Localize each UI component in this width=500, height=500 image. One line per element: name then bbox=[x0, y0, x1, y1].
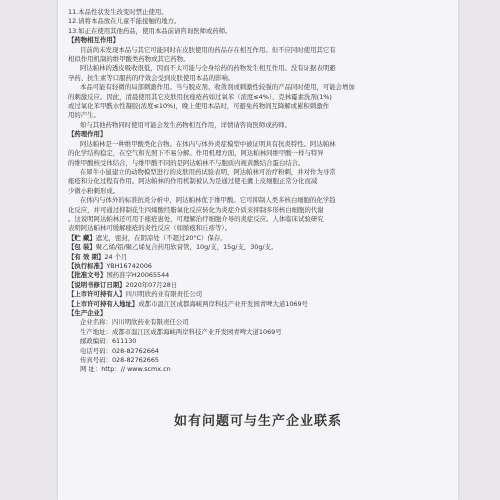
text-line: 相似作用机制的维甲酸类药物或其它药物。 bbox=[68, 55, 190, 64]
info-label: 【有 效 期】 bbox=[68, 252, 105, 261]
text-line: 在体内与体外的标准抗炎分析中，阿达帕林优于维甲酸。它可抑制人类多核白细胞的化学趋 bbox=[80, 196, 336, 205]
info-label: 【包 装】 bbox=[68, 243, 96, 252]
leaflet-page bbox=[58, 0, 458, 500]
manufacturer-label: 电话号码： bbox=[80, 346, 112, 355]
text-line: 表明阿达帕林可缓解痤疮的炎性反应（如脓疱和丘疹等）。 bbox=[68, 224, 231, 233]
manufacturer-row-fax bbox=[68, 356, 448, 365]
info-row-holder bbox=[68, 290, 448, 299]
info-row-approval bbox=[68, 271, 448, 280]
precautions-tail bbox=[68, 8, 448, 36]
manufacturer-label: 网 址： bbox=[80, 365, 102, 374]
info-row-revision-date bbox=[68, 281, 448, 290]
info-label: 【上市许可持有人地址】 bbox=[68, 299, 139, 308]
text-line: 如与其他药物同时使用可能会发生药物相互作用，详情请咨询医师或药师。 bbox=[80, 120, 291, 129]
info-label: 【贮 藏】 bbox=[68, 233, 96, 242]
info-row-holder-address bbox=[68, 300, 448, 309]
info-value: 2020年07月28日 bbox=[125, 280, 178, 289]
info-row-standard bbox=[68, 262, 448, 271]
text-line: 用的产生。 bbox=[68, 111, 100, 120]
manufacturer-row-postcode bbox=[68, 337, 448, 346]
manufacturer-value: 028-82762664 bbox=[111, 346, 159, 355]
info-section bbox=[68, 234, 448, 319]
info-row-package bbox=[68, 243, 448, 252]
text-line: 阿达帕林是一种维甲酸类化合物。在体内与体外炎症模型中被证明具有抗炎特性。阿达帕林 bbox=[80, 139, 336, 148]
interaction-section bbox=[68, 36, 448, 130]
section-heading: 【药理作用】 bbox=[68, 130, 107, 139]
manufacturer-label: 企业名称： bbox=[80, 318, 112, 327]
text-line: 阿达帕林的透皮吸收很低，因而不太可能与全身给药的药物发生相互作用。没有证据表明避 bbox=[80, 64, 336, 73]
text-line: 或过氧化苯甲酰水性凝胶(浓度≤10%)，晚上使用本品时，可避免药物间互降解或累积刺激作 bbox=[68, 102, 329, 111]
manufacturer-row-name bbox=[68, 318, 448, 327]
info-value: 成都市温江区成都海峡两岸科技产业开发园青啤大道1069号 bbox=[138, 299, 308, 308]
info-row-shelf-life bbox=[68, 253, 448, 262]
text-line: 本品可能有轻微的局部刺激作用。当与脱皮剂、收敛剂或刺激性较强的产品同时使用，可能会增加 bbox=[80, 83, 355, 92]
text-line: 在犀牛小鼠建立的动物模型进行的皮肤用药试验表明，阿达帕林可治疗粉刺，并对作为寻常 bbox=[80, 167, 336, 176]
text-line: 痤疮和分化过程有作用。阿达帕林的作用机制被认为是通过使毛囊上皮细胞正常分化而减 bbox=[68, 177, 318, 186]
manufacturer-label: 邮政编码： bbox=[80, 337, 112, 346]
text-line: 11.本品性状发生改变时禁止使用。 bbox=[68, 8, 168, 16]
text-line: 12.请将本品放在儿童不能接触的地方。 bbox=[68, 17, 181, 26]
text-line: 孕药、抗生素等口服药的疗效会受到皮肤使用本品的影响。 bbox=[68, 73, 235, 82]
leaflet-content bbox=[68, 8, 448, 375]
pharmacology-section bbox=[68, 130, 448, 233]
text-line: 13.如正在使用其他药品，使用本品前请咨询医师或药师。 bbox=[68, 26, 232, 35]
manufacturer-value: 611130 bbox=[111, 337, 137, 346]
info-row-storage bbox=[68, 234, 448, 243]
info-label: 【批准文号】 bbox=[68, 271, 107, 280]
contact-footer: 如有问题可与生产企业联系 bbox=[173, 414, 342, 429]
manufacturer-label: 传真号码： bbox=[80, 356, 112, 365]
manufacturer-value: http：// www.scmx.cn bbox=[101, 365, 171, 374]
info-label: 【执行标准】 bbox=[68, 261, 107, 270]
info-value: 四川明欣药业有限责任公司 bbox=[125, 290, 203, 299]
info-label: 【说明书修订日期】 bbox=[68, 280, 126, 289]
manufacturer-row-website bbox=[68, 365, 448, 374]
text-line: 的刺激反应。因此，清晨使用其它皮肤用抗痤疮药如过氧苯（浓度≤4%）、克林霉素洗剂(1%) bbox=[68, 92, 332, 101]
manufacturer-row-phone bbox=[68, 347, 448, 356]
text-line: 目前尚未发现本品与其它可能同时在皮肤使用的药品存在相互作用。但不应同时使用其它有 bbox=[80, 45, 336, 54]
manufacturer-value: 四川明欣药业有限责任公司 bbox=[111, 318, 189, 327]
info-value: 国药准字H20065544 bbox=[106, 271, 170, 280]
manufacturer-value: 成都市温江区成都海峡两岸科技产业开发园青啤大道1069号 bbox=[111, 327, 282, 336]
info-value: 遮光，密封，在阴凉处（不超过20°C）保存。 bbox=[95, 233, 227, 242]
text-line: 。这说明阿达帕林还可用于痤疮患处，可理解治疗细胞介导的炎症反应。人体临床试验研究 bbox=[68, 214, 324, 223]
manufacturer-value: 028-82762665 bbox=[111, 356, 159, 365]
text-line: 的维甲酸核受体结合，与维甲酸不同的是阿达帕林不与胞质内视黄酸结合蛋白结合。 bbox=[68, 158, 305, 167]
manufacturer-block bbox=[68, 318, 448, 374]
info-row-manufacturer bbox=[68, 309, 448, 318]
manufacturer-label: 生产地址： bbox=[80, 327, 112, 336]
text-line: 少微小粉刺形成。 bbox=[68, 186, 120, 195]
info-label: 【上市许可持有人】 bbox=[68, 290, 126, 299]
section-heading: 【药物相互作用】 bbox=[68, 36, 120, 45]
manufacturer-row-address bbox=[68, 328, 448, 337]
text-line: 的化学结构稳定，在空气和光照下不易分解。作用机理方面，阿达帕林同维甲酸一样与特异 bbox=[68, 149, 324, 158]
info-label: 【生产企业】 bbox=[68, 309, 107, 317]
info-value: YBH16742006 bbox=[106, 261, 152, 270]
info-value: 24 个月 bbox=[104, 252, 128, 261]
text-line: 化反应，并可通过抑制花生四烯酸经脂氧化反应转化为炎症介质来抑制多形核白细胞的代谢 bbox=[68, 205, 324, 214]
info-value: 聚乙烯/铝/聚乙烯复合药用软膏管，10g/支，15g/支，30g/支。 bbox=[95, 243, 278, 252]
